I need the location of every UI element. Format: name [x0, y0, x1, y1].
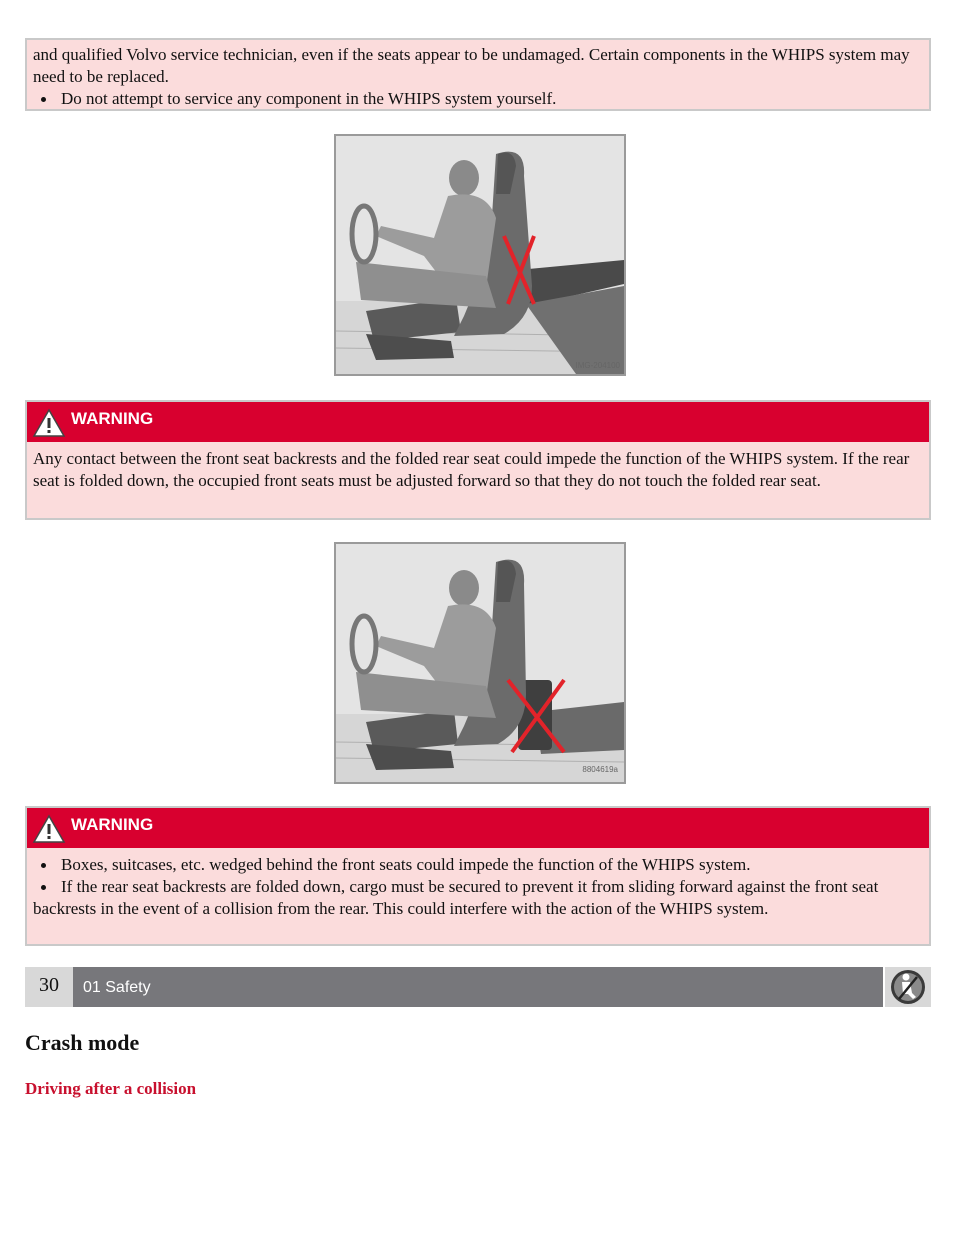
section-bar — [25, 967, 931, 1007]
warning-header — [27, 402, 929, 442]
info-box-continued — [25, 38, 931, 111]
page-number: 30 — [25, 967, 73, 1007]
page-title: Crash mode — [25, 1030, 140, 1055]
info-box-list — [33, 88, 923, 110]
section-label — [73, 967, 883, 1007]
seat-illustration-1 — [336, 136, 624, 374]
list-item: Do not attempt to service any component in the WHIPS system yourself. — [33, 88, 923, 110]
list-item-wrapped — [33, 876, 923, 920]
warning-title: WARNING — [71, 815, 154, 834]
figure-code: IMG-204100 — [575, 361, 620, 370]
warning-title: WARNING — [71, 409, 154, 428]
seat-illustration-2 — [336, 544, 624, 782]
warning-box-2 — [25, 806, 931, 946]
section-subheading: Driving after a collision — [25, 1079, 197, 1098]
warning-list — [27, 848, 929, 920]
warning-text: Any contact between the front seat backrests and the folded rear seat could impede the function of the WHIPS system. If the rear seat is folded down, the occupied front seats must be adjusted forward so that they do not touch the folded rear seat. — [33, 449, 910, 490]
warning-header — [27, 808, 929, 848]
info-box-text: and qualified Volvo service technician, even if the seats appear to be undamaged. Certain components in the WHIPS system may need to be replaced. — [33, 45, 910, 86]
figure-code: 8804619a — [582, 765, 618, 774]
warning-triangle-icon — [32, 408, 66, 443]
warning-box-1 — [25, 400, 931, 520]
warning-triangle-icon — [32, 814, 66, 849]
figure-seat-rear-contact — [334, 134, 626, 376]
section-title: 01 Safety — [83, 979, 151, 996]
figure-cargo-behind-seat — [334, 542, 626, 784]
seatbelt-icon — [885, 967, 931, 1007]
list-item: Boxes, suitcases, etc. wedged behind the front seats could impede the function of the WHIPS system. — [33, 854, 923, 876]
list-item-text: If the rear seat backrests are folded down, cargo must be secured to prevent it from sliding forward against the front seat backrests in the event of a collision from the rear. This could interfere with the action of the WHIPS system. — [33, 877, 879, 918]
